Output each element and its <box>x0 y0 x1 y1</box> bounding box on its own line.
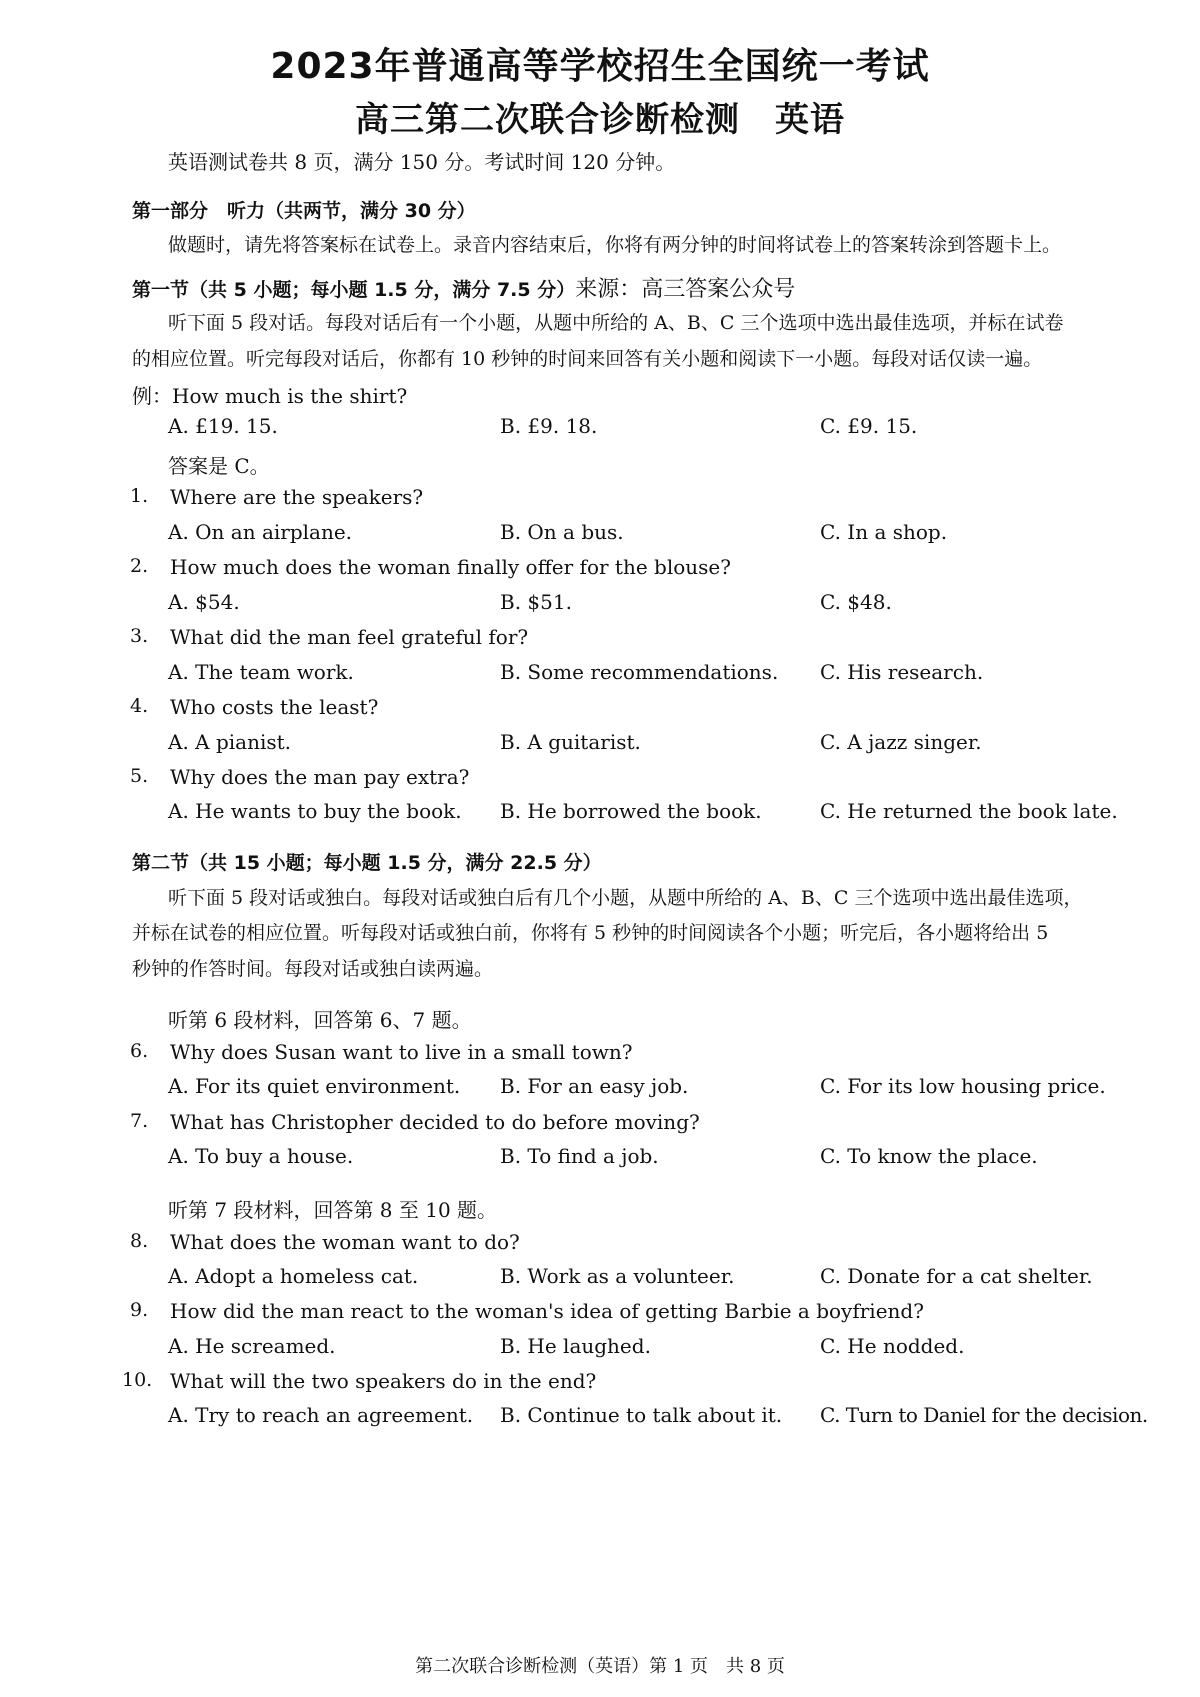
question-text: Who costs the least? <box>170 695 379 719</box>
question-number: 8. <box>130 1230 149 1252</box>
option-a: A. The team work. <box>168 660 354 684</box>
option-b: B. On a bus. <box>500 520 624 544</box>
example-option-b: B. £9. 18. <box>500 414 598 438</box>
option-c: C. His research. <box>820 660 984 684</box>
option-a: A. To buy a house. <box>168 1144 354 1168</box>
section2-instruction-line1: 听下面 5 段对话或独白。每段对话或独白后有几个小题，从题中所给的 A、B、C 三个选项中选出最佳选项， <box>168 887 1083 909</box>
option-a: A. $54. <box>168 590 240 614</box>
example-question-text: How much is the shirt? <box>172 384 408 408</box>
question-number: 2. <box>130 555 149 577</box>
question-number: 3. <box>130 625 149 647</box>
section2-instruction-line3: 秒钟的作答时间。每段对话或独白读两遍。 <box>132 958 494 980</box>
example-question <box>132 380 407 409</box>
option-c: C. A jazz singer. <box>820 730 982 754</box>
section1-instruction-line2: 的相应位置。听完每段对话后，你都有 10 秒钟的时间来回答有关小题和阅读下一小题。每段对话仅读一遍。 <box>132 348 1043 370</box>
example-prefix: 例： <box>132 384 172 408</box>
question-text: What does the woman want to do? <box>170 1230 520 1254</box>
question-text: What did the man feel grateful for? <box>170 625 529 649</box>
part1-instruction: 做题时，请先将答案标在试卷上。录音内容结束后，你将有两分钟的时间将试卷上的答案转涂到答题卡上。 <box>168 234 1062 256</box>
section2-instruction-line2: 并标在试卷的相应位置。听每段对话或独白前，你将有 5 秒钟的时间阅读各个小题；听完后，各小题将给出 5 <box>132 922 1049 944</box>
option-b: B. Some recommendations. <box>500 660 779 684</box>
option-c: C. He nodded. <box>820 1334 965 1358</box>
option-c: C. Donate for a cat shelter. <box>820 1264 1093 1288</box>
option-b: B. For an easy job. <box>500 1074 689 1098</box>
question-text: Where are the speakers? <box>170 485 424 509</box>
question-text: What has Christopher decided to do before moving? <box>170 1110 700 1134</box>
section2-heading: 第二节（共 15 小题；每小题 1.5 分，满分 22.5 分） <box>132 852 602 874</box>
option-c: C. To know the place. <box>820 1144 1038 1168</box>
example-option-a: A. £19. 15. <box>168 414 278 438</box>
material-7-heading: 听第 7 段材料，回答第 8 至 10 题。 <box>168 1198 498 1222</box>
option-a: A. Try to reach an agreement. <box>168 1403 474 1427</box>
option-a: A. A pianist. <box>168 730 292 754</box>
question-number: 4. <box>130 695 149 717</box>
exam-subtitle: 高三第二次联合诊断检测 英语 <box>355 100 845 140</box>
option-b: B. He laughed. <box>500 1334 651 1358</box>
example-answer: 答案是 C。 <box>168 454 270 478</box>
option-a: A. He wants to buy the book. <box>168 799 462 823</box>
question-text: Why does Susan want to live in a small town? <box>170 1040 633 1064</box>
option-c: C. For its low housing price. <box>820 1074 1106 1098</box>
question-text: Why does the man pay extra? <box>170 765 470 789</box>
example-option-c: C. £9. 15. <box>820 414 918 438</box>
option-a: A. For its quiet environment. <box>168 1074 461 1098</box>
option-c: C. In a shop. <box>820 520 948 544</box>
material-6-heading: 听第 6 段材料，回答第 6、7 题。 <box>168 1008 472 1032</box>
option-c: C. Turn to Daniel for the decision. <box>820 1403 1148 1427</box>
question-number: 10. <box>122 1369 153 1391</box>
option-b: B. $51. <box>500 590 572 614</box>
exam-title: 2023年普通高等学校招生全国统一考试 <box>270 46 930 87</box>
question-text: How did the man react to the woman's idea of getting Barbie a boyfriend? <box>170 1299 924 1323</box>
option-b: B. To find a job. <box>500 1144 659 1168</box>
question-number: 6. <box>130 1040 149 1062</box>
option-b: B. Work as a volunteer. <box>500 1264 735 1288</box>
question-number: 7. <box>130 1110 149 1132</box>
section1-instruction-line1: 听下面 5 段对话。每段对话后有一个小题，从题中所给的 A、B、C 三个选项中选出最佳选项，并标在试卷 <box>168 312 1064 334</box>
option-a: A. Adopt a homeless cat. <box>168 1264 419 1288</box>
question-number: 5. <box>130 765 149 787</box>
option-a: A. On an airplane. <box>168 520 353 544</box>
page-footer: 第二次联合诊断检测（英语）第 1 页 共 8 页 <box>415 1656 785 1677</box>
question-text: What will the two speakers do in the end? <box>170 1369 597 1393</box>
option-b: B. Continue to talk about it. <box>500 1403 783 1427</box>
option-a: A. He screamed. <box>168 1334 336 1358</box>
intro-text: 英语测试卷共 8 页，满分 150 分。考试时间 120 分钟。 <box>168 150 676 174</box>
option-b: B. A guitarist. <box>500 730 641 754</box>
option-b: B. He borrowed the book. <box>500 799 762 823</box>
source-note: 来源：高三答案公众号 <box>575 277 796 302</box>
question-text: How much does the woman finally offer for the blouse? <box>170 555 731 579</box>
part1-heading: 第一部分 听力（共两节，满分 30 分） <box>132 200 476 222</box>
option-c: C. He returned the book late. <box>820 799 1118 823</box>
section1-heading <box>132 272 795 303</box>
question-number: 1. <box>130 485 149 507</box>
section1-heading-text: 第一节（共 5 小题；每小题 1.5 分，满分 7.5 分） <box>132 279 576 301</box>
question-number: 9. <box>130 1299 149 1321</box>
option-c: C. $48. <box>820 590 892 614</box>
